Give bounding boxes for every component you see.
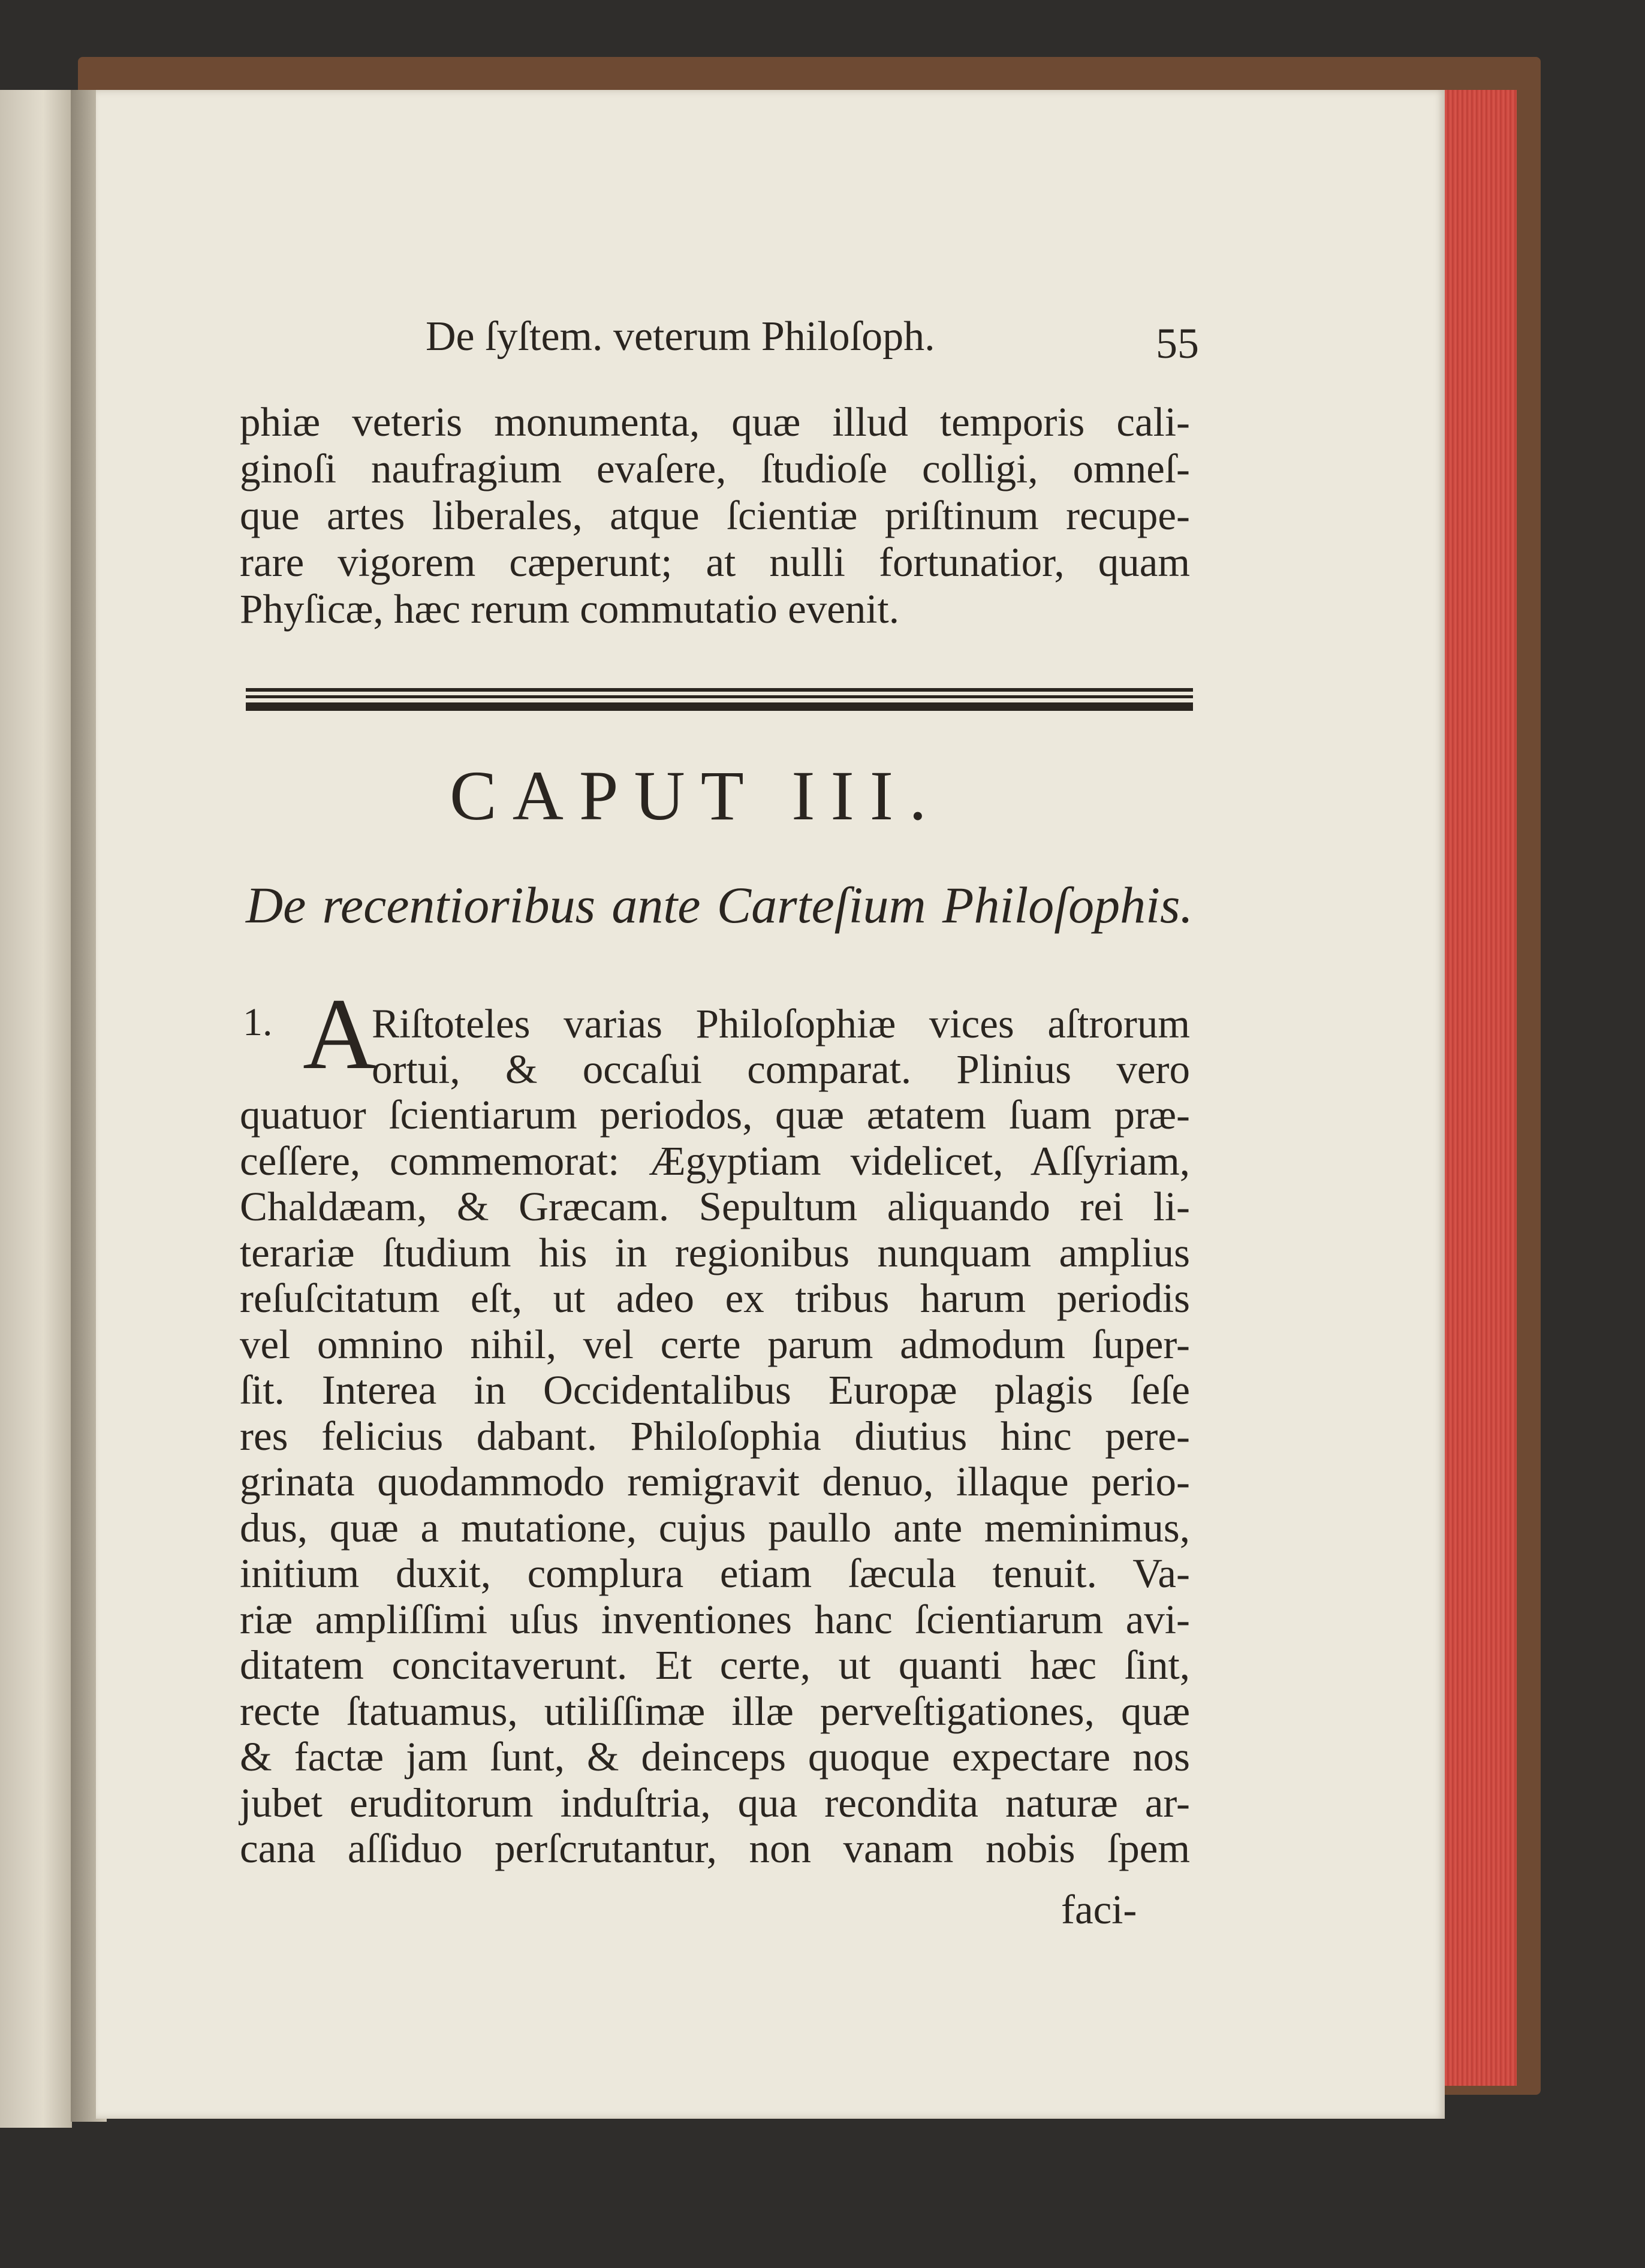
running-head-title: De ſyſtem. veterum Philoſoph. <box>426 313 935 360</box>
text-line: ortui, & occaſui comparat. Plinius vero <box>372 1046 1190 1092</box>
left-page-edge <box>0 90 72 2128</box>
opening-paragraph <box>240 399 1190 632</box>
text-line: Phyſicæ, hæc rerum commutatio evenit. <box>240 586 899 632</box>
text-line: reſuſcitatum eſt, ut adeo ex tribus harum periodis <box>240 1275 1190 1321</box>
section-lines-indented <box>372 1001 1190 1092</box>
text-line: ſit. Interea in Occidentalibus Europæ plagis ſeſe <box>240 1367 1190 1413</box>
text-line: riæ ampliſſimi uſus inventiones hanc ſcientiarum avi- <box>240 1596 1190 1642</box>
drop-cap: A <box>303 978 376 1090</box>
red-page-edges <box>1439 90 1517 2086</box>
catchword: faci- <box>1061 1887 1137 1932</box>
ornamental-rule-thick <box>246 702 1193 711</box>
text-line: grinata quodammodo remigravit denuo, illaque perio- <box>240 1459 1190 1504</box>
section-number: 1. <box>243 1000 273 1044</box>
ornamental-rule-middle <box>246 695 1193 698</box>
text-line: recte ſtatuamus, utiliſſimæ illæ perveſtigationes, quæ <box>240 1688 1190 1734</box>
text-line: cana aſſiduo perſcrutantur, non vanam nobis ſpem <box>240 1826 1190 1871</box>
text-line: ceſſere, commemorat: Ægyptiam videlicet, Aſſyriam, <box>240 1138 1190 1184</box>
text-line: ditatem concitaverunt. Et certe, ut quanti hæc ſint, <box>240 1642 1190 1688</box>
text-line: dus, quæ a mutatione, cujus paullo ante meminimus, <box>240 1504 1190 1551</box>
chapter-heading: CAPUT III. <box>450 756 942 835</box>
text-line: que artes liberales, atque ſcientiæ priſtinum recupe- <box>240 493 1190 538</box>
page-number: 55 <box>1156 319 1199 367</box>
text-line: terariæ ſtudium his in regionibus nunquam amplius <box>240 1229 1190 1275</box>
text-line: Chaldæam, & Græcam. Sepultum aliquando rei li- <box>240 1184 1190 1229</box>
ornamental-rule-thin <box>246 688 1193 692</box>
section-paragraph <box>240 1092 1190 1872</box>
text-line: quatuor ſcientiarum periodos, quæ ætatem ſuam præ- <box>240 1092 1190 1138</box>
text-line: vel omnino nihil, vel certe parum admodum ſuper- <box>240 1321 1190 1367</box>
text-line: phiæ veteris monumenta, quæ illud temporis cali- <box>240 399 1190 445</box>
text-line: res felicius dabant. Philoſophia diutius hinc pere- <box>240 1413 1190 1459</box>
text-line: jubet eruditorum induſtria, qua recondita naturæ ar- <box>240 1780 1190 1826</box>
text-line: ginoſi naufragium evaſere, ſtudioſe colligi, omneſ- <box>240 446 1190 491</box>
text-line: & factæ jam ſunt, & deinceps quoque expectare nos <box>240 1734 1190 1780</box>
text-line: initium duxit, complura etiam ſæcula tenuit. Va- <box>240 1551 1190 1596</box>
text-line: rare vigorem cæperunt; at nulli fortunatior, quam <box>240 539 1190 585</box>
running-head <box>336 313 1199 367</box>
text-line: Riſtoteles varias Philoſophiæ vices aſtrorum <box>372 1001 1190 1046</box>
chapter-subtitle: De recentioribus ante Carteſium Philoſophis. <box>246 876 1193 934</box>
